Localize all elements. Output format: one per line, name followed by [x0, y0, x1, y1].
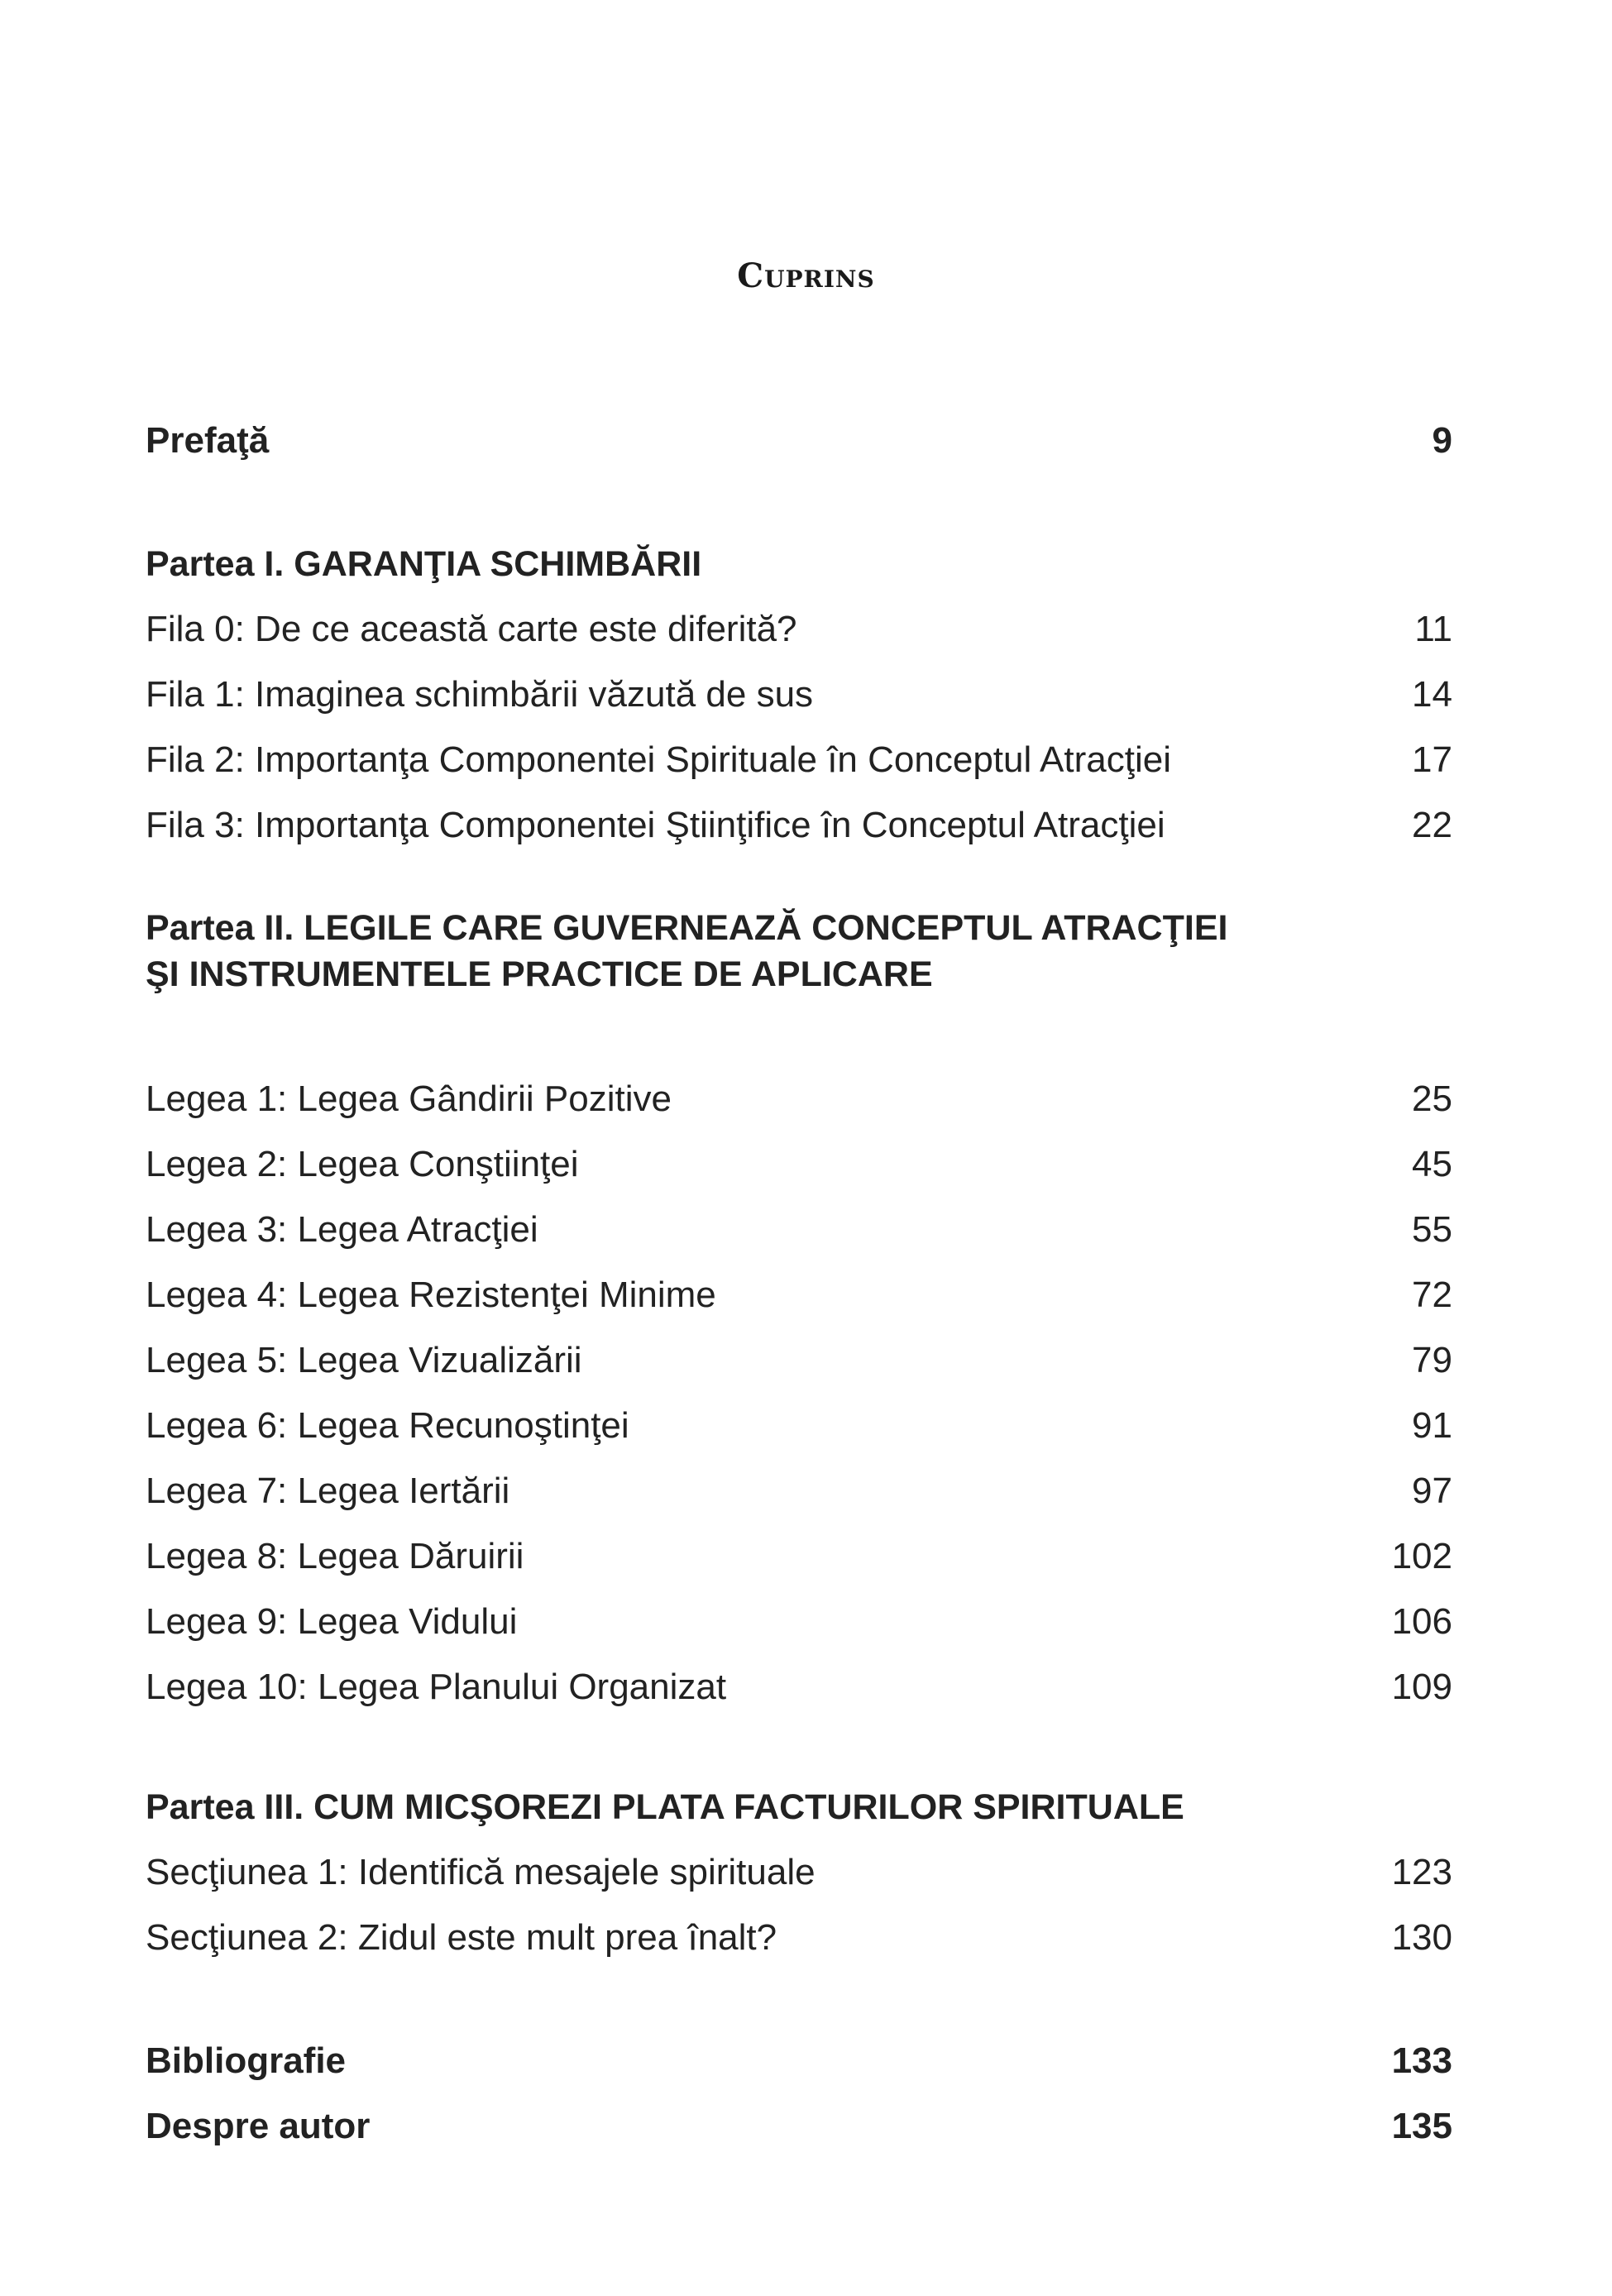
toc-entry-page: 17	[1412, 739, 1452, 780]
toc-entry-about-author	[146, 2102, 1452, 2151]
toc-entry	[146, 735, 1452, 785]
toc-entry	[146, 1074, 1452, 1124]
toc-entry-label: Legea 10: Legea Planului Organizat	[146, 1667, 727, 1707]
toc-entry-page: 109	[1391, 1667, 1452, 1707]
toc-entry-page: 106	[1391, 1601, 1452, 1642]
toc-entry	[146, 1270, 1452, 1320]
toc-entry-page: 9	[1432, 420, 1452, 461]
part-heading-2	[146, 905, 1452, 997]
toc-entry-label: Fila 3: Importanţa Componentei Ştiinţifice în Conceptul Atracţiei	[146, 805, 1165, 845]
toc-entry-label: Legea 5: Legea Vizualizării	[146, 1340, 582, 1380]
toc-entry-label: Fila 1: Imaginea schimbării văzută de sus	[146, 674, 814, 715]
toc-entry	[146, 1140, 1452, 1189]
toc-entry-page: 11	[1414, 609, 1452, 649]
toc-entry-page: 25	[1412, 1079, 1452, 1119]
toc-entry-label: Fila 0: De ce această carte este diferită?	[146, 609, 797, 649]
toc-entry	[146, 670, 1452, 720]
toc-entry-label: Legea 7: Legea Iertării	[146, 1471, 510, 1511]
toc-entry	[146, 1532, 1452, 1581]
part-heading-text: Partea II. LEGILE CARE GUVERNEAZĂ CONCEPTUL ATRACŢIEI	[146, 908, 1228, 948]
page-title: Cuprins	[737, 256, 875, 295]
toc-entry-page: 135	[1391, 2106, 1452, 2146]
part-heading-text: Partea III. CUM MICŞOREZI PLATA FACTURILOR SPIRITUALE	[146, 1787, 1184, 1827]
toc-entry-label: Secţiunea 1: Identifică mesajele spirituale	[146, 1852, 816, 1892]
toc-entry-bibliography	[146, 2036, 1452, 2086]
toc-entry-label: Legea 6: Legea Recunoştinţei	[146, 1405, 629, 1446]
toc-entry-page: 14	[1412, 674, 1452, 715]
toc-entry	[146, 801, 1452, 850]
toc-entry	[146, 1662, 1452, 1712]
toc-entry-label: Prefaţă	[146, 420, 270, 461]
toc-entry-label: Legea 8: Legea Dăruirii	[146, 1536, 524, 1576]
toc-entry-page: 79	[1412, 1340, 1452, 1380]
toc-entry	[146, 1205, 1452, 1255]
toc-entry-page: 102	[1391, 1536, 1452, 1576]
toc-entry-page: 123	[1391, 1852, 1452, 1892]
toc-entry	[146, 1597, 1452, 1647]
toc-entry-label: Secţiunea 2: Zidul este mult prea înalt?	[146, 1917, 777, 1958]
part-heading-text: Partea I. GARANŢIA SCHIMBĂRII	[146, 544, 702, 584]
toc-entry	[146, 605, 1452, 654]
toc-entry	[146, 1336, 1452, 1385]
toc-entry-page: 97	[1412, 1471, 1452, 1511]
part-heading-1	[146, 541, 1452, 587]
toc-entry	[146, 1848, 1452, 1897]
toc-entry-page: 91	[1412, 1405, 1452, 1446]
toc-entry-page: 55	[1412, 1209, 1452, 1250]
toc-entry-label: Legea 4: Legea Rezistenţei Minime	[146, 1275, 716, 1315]
toc-entry-label: Legea 9: Legea Vidului	[146, 1601, 518, 1642]
toc-entry-page: 130	[1391, 1917, 1452, 1958]
toc-entry-page: 22	[1412, 805, 1452, 845]
part-heading-text: ŞI INSTRUMENTELE PRACTICE DE APLICARE	[146, 954, 933, 994]
toc-entry-page: 45	[1412, 1144, 1452, 1184]
toc-entry-page: 72	[1412, 1275, 1452, 1315]
part-heading-3	[146, 1784, 1452, 1830]
toc-entry-label: Despre autor	[146, 2106, 371, 2146]
toc-entry-label: Legea 2: Legea Conştiinţei	[146, 1144, 579, 1184]
toc-entry-label: Legea 1: Legea Gândirii Pozitive	[146, 1079, 672, 1119]
toc-entry-page: 133	[1391, 2040, 1452, 2081]
toc-entry	[146, 1913, 1452, 1963]
toc-entry	[146, 1466, 1452, 1516]
toc-entry-label: Bibliografie	[146, 2040, 347, 2081]
toc-entry-label: Legea 3: Legea Atracţiei	[146, 1209, 538, 1250]
toc-entry-label: Fila 2: Importanţa Componentei Spirituale în Conceptul Atracţiei	[146, 739, 1171, 780]
toc-entry-preface	[146, 416, 1452, 466]
toc-entry	[146, 1401, 1452, 1451]
